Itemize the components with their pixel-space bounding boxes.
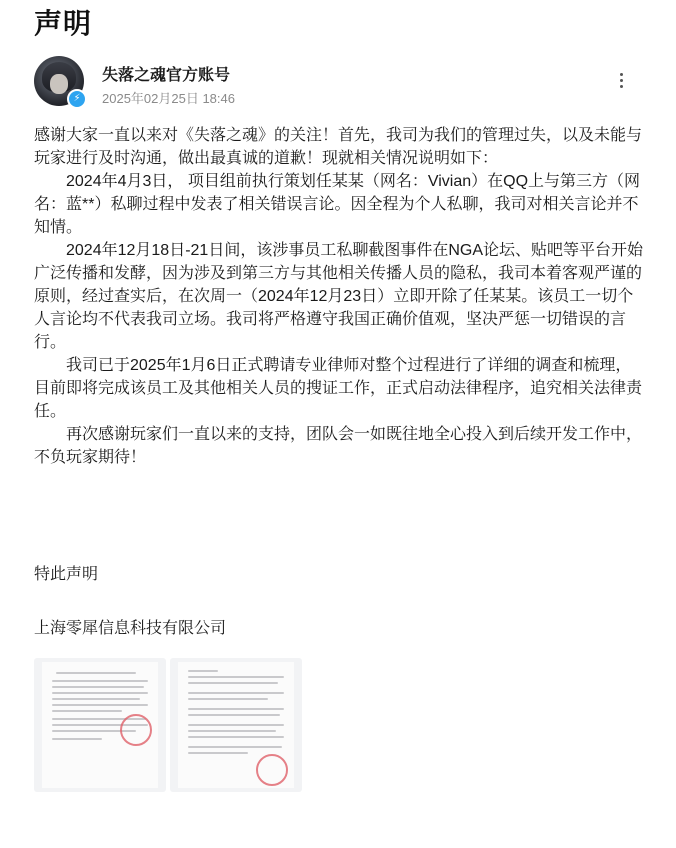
- paragraph-3: 我司已于2025年1月6日正式聘请专业律师对整个过程进行了详细的调查和梳理，目前即将完成该员工及其他相关人员的搜证工作，正式启动法律程序，追究相关法律责任。: [34, 357, 643, 420]
- document-page: [178, 662, 294, 788]
- seal-stamp-icon: [256, 754, 288, 786]
- more-options-icon[interactable]: [616, 70, 626, 92]
- avatar-face: [50, 74, 68, 94]
- paragraph-4: 再次感谢玩家们一直以来的支持，团队会一如既往地全心投入到后续开发工作中，不负玩家期待！: [34, 426, 643, 466]
- paragraph-1: 2024年4月3日， 项目组前执行策划任某某（网名：Vivian）在QQ上与第三方（网名：蓝**）私聊过程中发表了相关错误言论。因全程为个人私聊，我司对相关言论并不知情。: [34, 173, 641, 236]
- paragraph-2: 2024年12月18日-21日间，该涉事员工私聊截图事件在NGA论坛、贴吧等平台开始广泛传播和发酵，因为涉及到第三方与其他相关传播人员的隐私，我司本着客观严谨的原则，经过查实后，在次周一（2024年12月23日）立即开除了任某某。该员工一切个人言论均不代表我司立场。我司将严格遵守我国正确价值观，坚决严惩一切错误的言行。: [34, 242, 643, 351]
- post-timestamp: 2025年02月25日 18:46: [102, 91, 235, 106]
- closing-statement: 特此声明: [34, 566, 99, 583]
- seal-stamp-icon: [120, 714, 152, 746]
- post-header: [34, 56, 644, 108]
- verified-badge-icon: ⚡: [67, 89, 87, 109]
- company-name: 上海零犀信息科技有限公司: [34, 620, 227, 637]
- attachment-image-2[interactable]: [170, 658, 302, 792]
- paragraph-intro: 感谢大家一直以来对《失落之魂》的关注！首先，我司为我们的管理过失，以及未能与玩家进行及时沟通，做出最真诚的道歉！现就相关情况说明如下：: [34, 127, 643, 167]
- page-title: 声明: [34, 8, 93, 39]
- statement-body: [34, 124, 646, 469]
- attachment-image-1[interactable]: [34, 658, 166, 792]
- account-name[interactable]: 失落之魂官方账号: [102, 67, 231, 84]
- document-page: [42, 662, 158, 788]
